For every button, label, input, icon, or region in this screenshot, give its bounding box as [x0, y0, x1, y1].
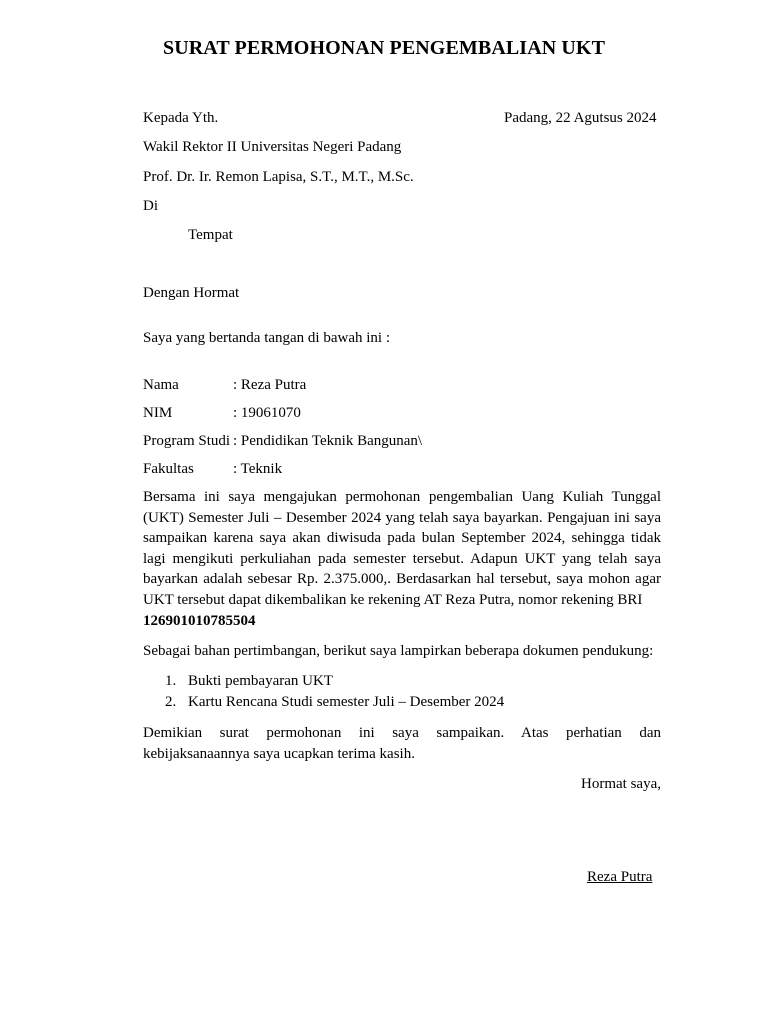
recipient-name: Prof. Dr. Ir. Remon Lapisa, S.T., M.T., M.Sc. [143, 169, 414, 185]
list-item [143, 671, 661, 692]
list-item [143, 692, 661, 713]
field-nama [143, 375, 306, 395]
recipient-di: Di [143, 198, 158, 214]
field-label: Program Studi [143, 433, 231, 449]
recipient-place: Tempat [188, 227, 233, 243]
intro-line: Saya yang bertanda tangan di bawah ini : [143, 330, 391, 346]
attachments-list [143, 671, 661, 713]
list-number: 2. [165, 694, 177, 710]
account-number: 126901010785504 [143, 612, 256, 629]
salutation: Dengan Hormat [143, 285, 240, 301]
field-value: : Teknik [233, 461, 283, 477]
field-fakultas [143, 459, 282, 479]
recipient-position: Wakil Rektor II Universitas Negeri Padang [143, 139, 402, 155]
field-value: : 19061070 [233, 405, 301, 421]
field-label: Fakultas [143, 461, 194, 477]
list-text: Kartu Rencana Studi semester Juli – Desember 2024 [188, 694, 505, 710]
recipient-greeting: Kepada Yth. [143, 110, 219, 126]
letter-title: SURAT PERMOHONAN PENGEMBALIAN UKT [162, 37, 606, 59]
list-number: 1. [165, 673, 177, 689]
field-label: Nama [143, 377, 179, 393]
field-value: : Reza Putra [233, 377, 307, 393]
body-paragraph [143, 487, 661, 631]
field-nim [143, 403, 301, 423]
place-date: Padang, 22 Agutsus 2024 [504, 110, 657, 126]
field-program-studi [143, 431, 422, 451]
list-text: Bukti pembayaran UKT [188, 673, 333, 689]
field-label: NIM [143, 405, 173, 421]
signatory-name: Reza Putra [587, 869, 653, 885]
field-value: : Pendidikan Teknik Bangunan\ [233, 433, 423, 449]
attachments-intro: Sebagai bahan pertimbangan, berikut saya lampirkan beberapa dokumen pendukung: [143, 643, 654, 659]
closing-paragraph: Demikian surat permohonan ini saya sampaikan. Atas perhatian dan kebijaksanaannya saya ucapkan terima kasih. [143, 725, 661, 762]
body-text: Bersama ini saya mengajukan permohonan pengembalian Uang Kuliah Tunggal (UKT) Semester Juli – Desember 2024 yang telah saya bayarkan. Pengajuan ini saya sampaikan karena saya akan diwisuda pada bulan September 2024, sehingga tidak lagi mengikuti perkuliahan pada semester tersebut. Adapun UKT yang telah saya bayarkan adalah sebesar Rp. 2.375.000,. Berdasarkan hal tersebut, saya mohon agar UKT tersebut dapat dikembalikan ke rekening AT Reza Putra, nomor rekening BRI [143, 489, 661, 608]
closing: Hormat saya, [581, 776, 661, 792]
